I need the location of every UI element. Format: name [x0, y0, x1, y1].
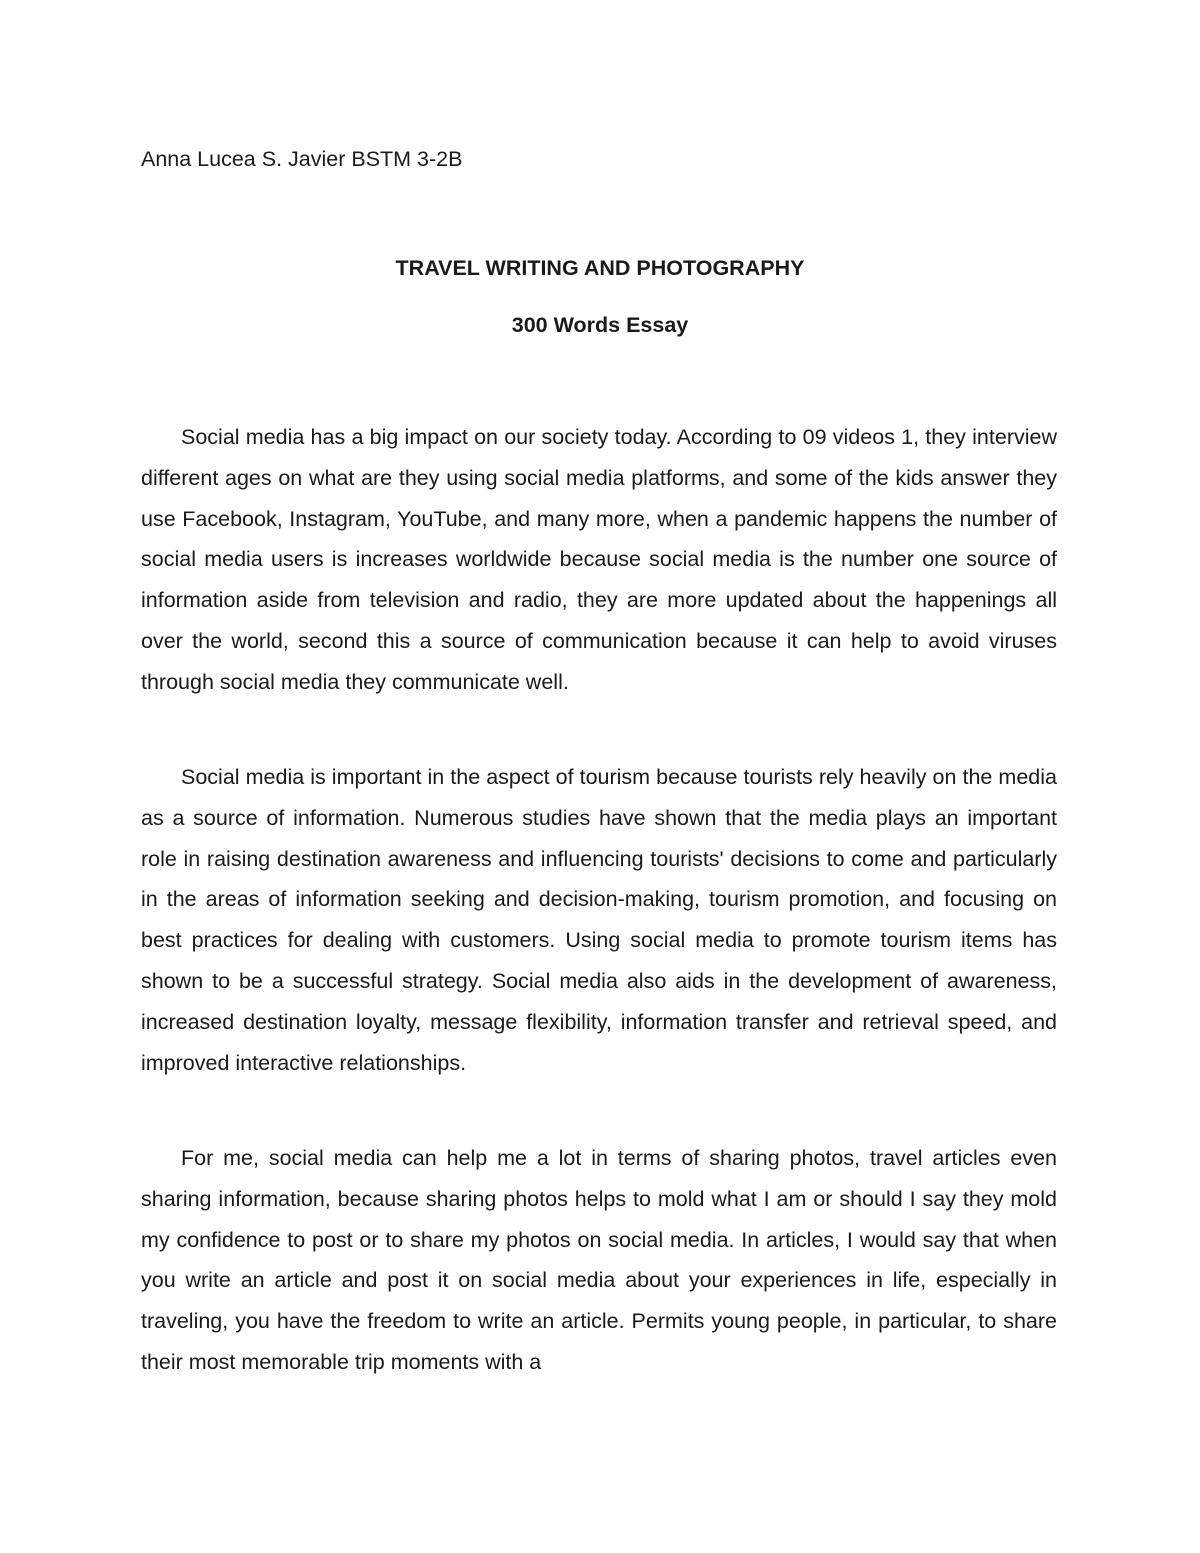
- essay-body: [141, 0, 1057, 1553]
- essay-paragraph-3: For me, social media can help me a lot in terms of sharing photos, travel articles even sharing information, because sharing photos helps to mold what I am or should I say they mold my confidence to post or to share my photos on social media. In articles, I would say that when you write an article and post it on social media about your experiences in life, especially in traveling, you have the freedom to write an article. Permits young people, in particular, to share their most memorable trip moments with a: [141, 1146, 1057, 1374]
- essay-paragraph-2: Social media is important in the aspect of tourism because tourists rely heavily on the media as a source of information. Numerous studies have shown that the media plays an important role in raising destination awareness and influencing tourists' decisions to come and particularly in the areas of information seeking and decision-making, tourism promotion, and focusing on best practices for dealing with customers. Using social media to promote tourism items has shown to be a successful strategy. Social media also aids in the development of awareness, increased destination loyalty, message flexibility, information transfer and retrieval speed, and improved interactive relationships.: [141, 765, 1057, 1075]
- document-title: TRAVEL WRITING AND PHOTOGRAPHY: [395, 256, 805, 280]
- author-line: Anna Lucea S. Javier BSTM 3-2B: [141, 147, 463, 171]
- essay-paragraph-1: Social media has a big impact on our society today. According to 09 videos 1, they interview different ages on what are they using social media platforms, and some of the kids answer they use Facebook, Instagram, YouTube, and many more, when a pandemic happens the number of social media users is increases worldwide because social media is the number one source of information aside from television and radio, they are more updated about the happenings all over the world, second this a source of communication because it can help to avoid viruses through social media they communicate well.: [141, 425, 1057, 694]
- document-subtitle: 300 Words Essay: [511, 313, 689, 337]
